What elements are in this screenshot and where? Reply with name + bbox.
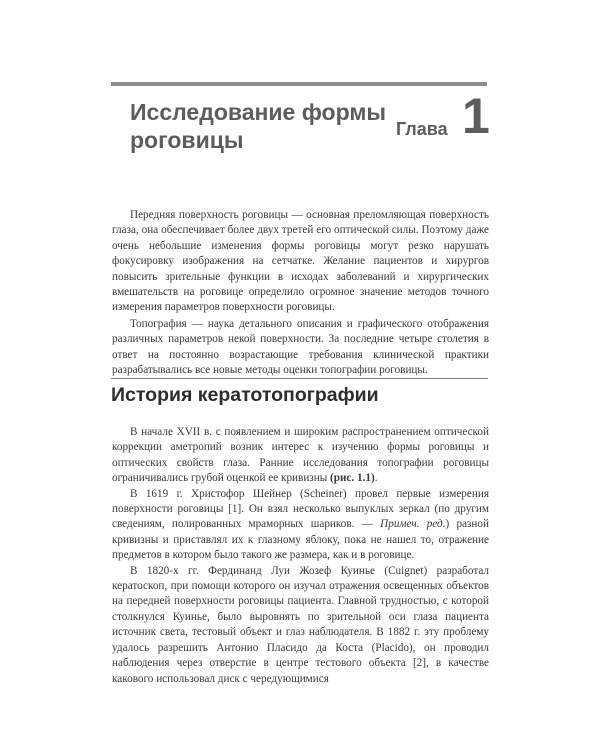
chapter-title: Исследование формы роговицы [130,99,386,153]
section-rule [111,378,488,379]
history-p2-end: ) разной кривизны и приставлял их к глазному яблоку, пока не нашел то, отражение предметов в котором было такого же размера, как и в роговице. [112,518,489,562]
history-text [112,425,489,687]
figure-reference[interactable]: (рис. 1.1) [330,472,375,485]
history-paragraph-2 [112,487,489,564]
intro-text [112,208,489,379]
section-title: История кератотопографии [111,384,379,406]
history-paragraph-1 [112,425,489,487]
chapter-label: Глава [396,119,448,139]
chapter-top-rule [111,82,487,86]
chapter-number: 1 [462,88,490,144]
intro-paragraph-2: Топография — наука детального описания и графического отображения различных параметров некой поверхности. За последние четыре столетия в ответ на постоянно возрастающие требования клинической практики разрабатывались все новые методы оценки топографии роговицы. [112,317,489,377]
intro-paragraph-1: Передняя поверхность роговицы — основная преломляющая поверхность глаза, она обеспечивает более двух третей его оптической силы. Поэтому даже очень небольшие изменения формы роговицы могут резко нарушать фокусировку изображения на сетчатке. Желание пациентов и хирургов повысить зрительные функции в исходах заболеваний и хирургических вмешательств на роговице определило огромное значение методов точного измерения параметров поверхности роговицы. [112,209,489,314]
history-paragraph-3: В 1820-х гг. Фердинанд Луи Жозеф Куинье (Cuignet) разработал кератоскоп, при помощи которого он изучал отражения освещенных объектов на передней поверхности роговицы пациента. Главной трудностью, с которой столкнулся Куинье, было выровнять по зрительной оси глаза пациента источник света, тестовый объект и глаз наблюдателя. В 1882 г. эту проблему удалось разрешить Антонио Пласидо да Коста (Placido), он проводил наблюдения через отверстие в центре тестового объекта [2], в качестве какового использовал диск с чередующимися [112,564,489,685]
history-p1-end: . [374,472,378,485]
history-p2-text: В 1619 г. Христофор Шейнер (Scheiner) провел первые измерения поверхности роговицы [1]. Он взял несколько выпуклых зеркал (по другим сведениям, полированных мраморных шариков. — [112,487,489,531]
history-p1-text: В начале XVII в. с появлением и широким распространением оптической коррекции аметропий возник интерес к изучению формы роговицы и оптических свойств глаза. Ранние исследования топографии роговицы ограничивались грубой оценкой ее кривизны [112,426,489,485]
editor-note: Примеч. ред. [380,518,446,531]
